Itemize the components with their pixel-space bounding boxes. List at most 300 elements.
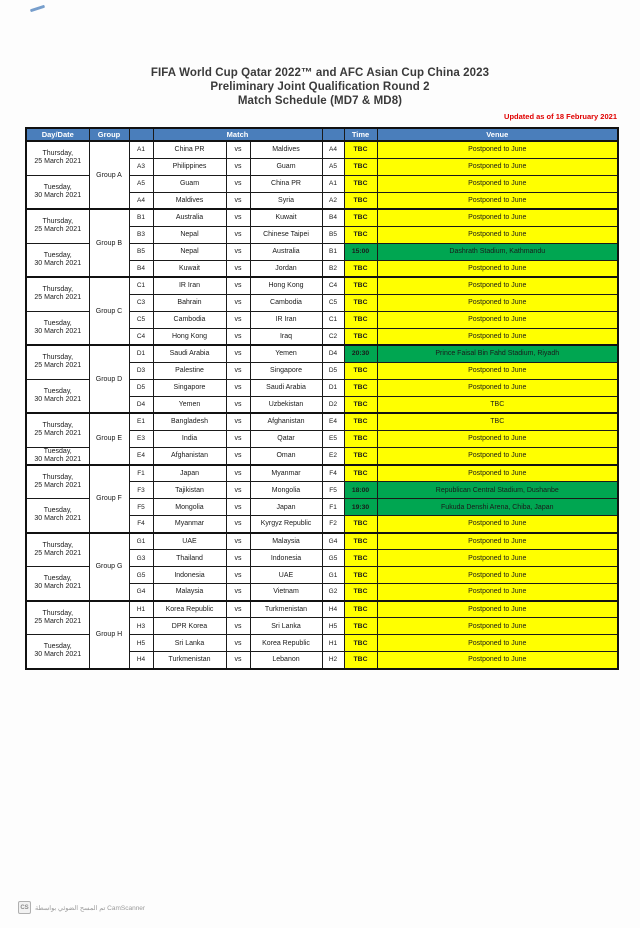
venue-cell: Postponed to June [377, 362, 618, 379]
vs-label: vs [226, 430, 250, 447]
match-code-away: D4 [322, 345, 344, 362]
away-team: Vietnam [250, 584, 322, 601]
date-day: Tuesday, [43, 319, 72, 327]
match-code-away: E5 [322, 430, 344, 447]
away-team: Mongolia [250, 482, 322, 499]
date-value: 25 March 2021 [34, 481, 82, 489]
match-code-home: E1 [129, 413, 153, 430]
date-cell [26, 311, 89, 345]
match-code-away: G2 [322, 584, 344, 601]
away-team: Sri Lanka [250, 618, 322, 635]
match-code-home: B5 [129, 243, 153, 260]
match-code-away: B4 [322, 209, 344, 226]
title-line-2: Preliminary Joint Qualification Round 2 [210, 81, 430, 93]
date-day: Tuesday, [43, 447, 72, 455]
date-cell [26, 277, 89, 311]
home-team: Tajikistan [153, 482, 226, 499]
venue-cell: Postponed to June [377, 260, 618, 277]
home-team: UAE [153, 533, 226, 550]
vs-label: vs [226, 345, 250, 362]
home-team: Kuwait [153, 260, 226, 277]
match-code-home: G1 [129, 533, 153, 550]
match-code-home: A5 [129, 175, 153, 192]
date-cell [26, 141, 89, 175]
match-code-home: B4 [129, 260, 153, 277]
match-code-away: F4 [322, 465, 344, 482]
venue-cell: Postponed to June [377, 618, 618, 635]
group-cell: Group H [89, 601, 129, 669]
header-day-date: Day/Date [26, 128, 89, 141]
venue-cell: Postponed to June [377, 328, 618, 345]
vs-label: vs [226, 260, 250, 277]
date-value: 30 March 2021 [34, 515, 82, 523]
date-value: 25 March 2021 [34, 617, 82, 625]
time-cell: 20:30 [344, 345, 377, 362]
venue-cell: Postponed to June [377, 550, 618, 567]
home-team: India [153, 430, 226, 447]
home-team: Bangladesh [153, 413, 226, 430]
match-code-home: F3 [129, 482, 153, 499]
time-cell: TBC [344, 396, 377, 413]
date-value: 30 March 2021 [34, 583, 82, 591]
home-team: Bahrain [153, 294, 226, 311]
match-code-away: C1 [322, 311, 344, 328]
home-team: IR Iran [153, 277, 226, 294]
date-cell [26, 345, 89, 379]
time-cell: TBC [344, 584, 377, 601]
time-cell: TBC [344, 260, 377, 277]
away-team: Oman [250, 447, 322, 465]
venue-cell: Postponed to June [377, 516, 618, 533]
match-row [26, 277, 618, 294]
date-cell [26, 447, 89, 465]
vs-label: vs [226, 482, 250, 499]
match-code-home: F5 [129, 499, 153, 516]
venue-cell: Postponed to June [377, 294, 618, 311]
venue-cell: Postponed to June [377, 601, 618, 618]
schedule-table [25, 127, 619, 670]
scan-artifact [30, 5, 45, 12]
match-code-home: B3 [129, 226, 153, 243]
match-row [26, 345, 618, 362]
vs-label: vs [226, 175, 250, 192]
home-team: Singapore [153, 379, 226, 396]
date-value: 25 March 2021 [34, 362, 82, 370]
time-cell: TBC [344, 447, 377, 465]
updated-note: Updated as of 18 February 2021 [504, 112, 617, 121]
header-time: Time [344, 128, 377, 141]
home-team: Saudi Arabia [153, 345, 226, 362]
vs-label: vs [226, 362, 250, 379]
match-code-away: E4 [322, 413, 344, 430]
document-title [0, 66, 640, 108]
vs-label: vs [226, 226, 250, 243]
date-day: Thursday, [42, 354, 74, 362]
date-value: 30 March 2021 [34, 395, 82, 403]
match-row [26, 209, 618, 226]
time-cell: TBC [344, 141, 377, 158]
match-code-home: H3 [129, 618, 153, 635]
away-team: Korea Republic [250, 635, 322, 652]
vs-label: vs [226, 379, 250, 396]
time-cell: TBC [344, 618, 377, 635]
time-cell: TBC [344, 635, 377, 652]
time-cell: TBC [344, 209, 377, 226]
home-team: Maldives [153, 192, 226, 209]
time-cell: TBC [344, 192, 377, 209]
title-line-1: FIFA World Cup Qatar 2022™ and AFC Asian Cup China 2023 [150, 67, 490, 79]
vs-label: vs [226, 243, 250, 260]
away-team: Guam [250, 158, 322, 175]
time-cell: TBC [344, 226, 377, 243]
venue-cell: Postponed to June [377, 567, 618, 584]
away-team: Kuwait [250, 209, 322, 226]
header-group: Group [89, 128, 129, 141]
vs-label: vs [226, 209, 250, 226]
match-code-away: A2 [322, 192, 344, 209]
vs-label: vs [226, 516, 250, 533]
match-code-home: C1 [129, 277, 153, 294]
away-team: Australia [250, 243, 322, 260]
vs-label: vs [226, 618, 250, 635]
away-team: IR Iran [250, 311, 322, 328]
date-day: Thursday, [42, 218, 74, 226]
away-team: UAE [250, 567, 322, 584]
away-team: Cambodia [250, 294, 322, 311]
home-team: China PR [153, 141, 226, 158]
match-code-away: G5 [322, 550, 344, 567]
away-team: Chinese Taipei [250, 226, 322, 243]
away-team: Lebanon [250, 652, 322, 669]
match-row [26, 601, 618, 618]
date-day: Thursday, [42, 422, 74, 430]
match-code-home: G3 [129, 550, 153, 567]
date-day: Thursday, [42, 541, 74, 549]
match-code-home: H4 [129, 652, 153, 669]
time-cell: TBC [344, 652, 377, 669]
match-code-home: B1 [129, 209, 153, 226]
time-cell: TBC [344, 311, 377, 328]
away-team: Indonesia [250, 550, 322, 567]
match-code-home: C3 [129, 294, 153, 311]
group-cell: Group F [89, 465, 129, 533]
camscanner-text: تم المسح الضوئي بواسطة CamScanner [35, 904, 146, 912]
match-code-away: A4 [322, 141, 344, 158]
time-cell: 19:30 [344, 499, 377, 516]
date-day: Tuesday, [43, 643, 72, 651]
vs-label: vs [226, 652, 250, 669]
match-code-away: H2 [322, 652, 344, 669]
venue-cell: Postponed to June [377, 379, 618, 396]
time-cell: TBC [344, 277, 377, 294]
vs-label: vs [226, 533, 250, 550]
away-team: Qatar [250, 430, 322, 447]
venue-cell: Postponed to June [377, 277, 618, 294]
group-cell: Group D [89, 345, 129, 413]
venue-cell: Postponed to June [377, 635, 618, 652]
vs-label: vs [226, 277, 250, 294]
venue-cell: TBC [377, 413, 618, 430]
match-code-away: H5 [322, 618, 344, 635]
date-value: 30 March 2021 [34, 455, 82, 463]
time-cell: TBC [344, 294, 377, 311]
date-cell [26, 635, 89, 669]
match-code-home: E3 [129, 430, 153, 447]
match-row [26, 465, 618, 482]
date-value: 25 March 2021 [34, 158, 82, 166]
date-cell [26, 533, 89, 567]
group-cell: Group C [89, 277, 129, 345]
venue-cell: Postponed to June [377, 447, 618, 465]
match-code-away: D2 [322, 396, 344, 413]
home-team: Palestine [153, 362, 226, 379]
away-team: Syria [250, 192, 322, 209]
date-cell [26, 175, 89, 209]
venue-cell: Postponed to June [377, 209, 618, 226]
vs-label: vs [226, 601, 250, 618]
date-day: Tuesday, [43, 251, 72, 259]
vs-label: vs [226, 294, 250, 311]
venue-cell: Fukuda Denshi Arena, Chiba, Japan [377, 499, 618, 516]
venue-cell: Prince Faisal Bin Fahd Stadium, Riyadh [377, 345, 618, 362]
match-code-home: D1 [129, 345, 153, 362]
group-cell: Group B [89, 209, 129, 277]
time-cell: TBC [344, 567, 377, 584]
match-code-home: A1 [129, 141, 153, 158]
date-value: 25 March 2021 [34, 226, 82, 234]
venue-cell: Postponed to June [377, 158, 618, 175]
date-day: Tuesday, [43, 387, 72, 395]
date-value: 30 March 2021 [34, 191, 82, 199]
home-team: Malaysia [153, 584, 226, 601]
venue-cell: Dashrath Stadium, Kathmandu [377, 243, 618, 260]
date-cell [26, 567, 89, 601]
time-cell: 18:00 [344, 482, 377, 499]
vs-label: vs [226, 584, 250, 601]
away-team: Hong Kong [250, 277, 322, 294]
match-code-away: D1 [322, 379, 344, 396]
home-team: Turkmenistan [153, 652, 226, 669]
away-team: Myanmar [250, 465, 322, 482]
home-team: Indonesia [153, 567, 226, 584]
venue-cell: Postponed to June [377, 584, 618, 601]
group-cell: Group A [89, 141, 129, 209]
vs-label: vs [226, 311, 250, 328]
home-team: Japan [153, 465, 226, 482]
match-code-away: E2 [322, 447, 344, 465]
home-team: Australia [153, 209, 226, 226]
venue-cell: Postponed to June [377, 652, 618, 669]
venue-cell: Postponed to June [377, 141, 618, 158]
date-cell [26, 465, 89, 499]
vs-label: vs [226, 465, 250, 482]
date-day: Tuesday, [43, 507, 72, 515]
time-cell: TBC [344, 465, 377, 482]
date-value: 25 March 2021 [34, 430, 82, 438]
match-code-home: H5 [129, 635, 153, 652]
schedule-table-wrap [25, 127, 619, 670]
title-line-3: Match Schedule (MD7 & MD8) [237, 95, 403, 107]
header-code-right [322, 128, 344, 141]
match-code-away: G4 [322, 533, 344, 550]
vs-label: vs [226, 192, 250, 209]
time-cell: TBC [344, 430, 377, 447]
vs-label: vs [226, 141, 250, 158]
home-team: Myanmar [153, 516, 226, 533]
time-cell: TBC [344, 328, 377, 345]
group-cell: Group E [89, 413, 129, 465]
group-cell: Group G [89, 533, 129, 601]
date-day: Thursday, [42, 473, 74, 481]
vs-label: vs [226, 447, 250, 465]
time-cell: TBC [344, 362, 377, 379]
home-team: Sri Lanka [153, 635, 226, 652]
match-code-home: D4 [129, 396, 153, 413]
venue-cell: Postponed to June [377, 533, 618, 550]
match-code-away: F1 [322, 499, 344, 516]
vs-label: vs [226, 413, 250, 430]
time-cell: TBC [344, 516, 377, 533]
match-code-away: H4 [322, 601, 344, 618]
home-team: Korea Republic [153, 601, 226, 618]
match-code-home: A3 [129, 158, 153, 175]
home-team: Cambodia [153, 311, 226, 328]
date-day: Thursday, [42, 150, 74, 158]
date-value: 25 March 2021 [34, 294, 82, 302]
venue-cell: Postponed to June [377, 175, 618, 192]
away-team: Afghanistan [250, 413, 322, 430]
vs-label: vs [226, 158, 250, 175]
away-team: Kyrgyz Republic [250, 516, 322, 533]
venue-cell: Postponed to June [377, 226, 618, 243]
venue-cell: Republican Central Stadium, Dushanbe [377, 482, 618, 499]
match-code-home: G4 [129, 584, 153, 601]
match-code-away: D5 [322, 362, 344, 379]
venue-cell: Postponed to June [377, 430, 618, 447]
venue-cell: Postponed to June [377, 311, 618, 328]
match-code-away: C5 [322, 294, 344, 311]
header-row [26, 128, 618, 141]
date-day: Tuesday, [43, 183, 72, 191]
match-code-away: A1 [322, 175, 344, 192]
date-cell [26, 379, 89, 413]
venue-cell: Postponed to June [377, 192, 618, 209]
match-code-home: E4 [129, 447, 153, 465]
match-code-home: F4 [129, 516, 153, 533]
home-team: Nepal [153, 243, 226, 260]
home-team: Philippines [153, 158, 226, 175]
match-code-home: D3 [129, 362, 153, 379]
vs-label: vs [226, 567, 250, 584]
date-day: Thursday, [42, 609, 74, 617]
match-code-away: B5 [322, 226, 344, 243]
date-cell [26, 413, 89, 447]
home-team: Hong Kong [153, 328, 226, 345]
match-code-away: C4 [322, 277, 344, 294]
date-cell [26, 209, 89, 243]
home-team: Guam [153, 175, 226, 192]
away-team: Malaysia [250, 533, 322, 550]
time-cell: TBC [344, 413, 377, 430]
date-value: 30 March 2021 [34, 327, 82, 335]
time-cell: 15:00 [344, 243, 377, 260]
home-team: Afghanistan [153, 447, 226, 465]
date-day: Tuesday, [43, 575, 72, 583]
home-team: Thailand [153, 550, 226, 567]
match-code-away: B2 [322, 260, 344, 277]
away-team: Saudi Arabia [250, 379, 322, 396]
away-team: Singapore [250, 362, 322, 379]
vs-label: vs [226, 328, 250, 345]
time-cell: TBC [344, 601, 377, 618]
vs-label: vs [226, 499, 250, 516]
match-code-away: G1 [322, 567, 344, 584]
match-row [26, 533, 618, 550]
vs-label: vs [226, 635, 250, 652]
vs-label: vs [226, 550, 250, 567]
date-cell [26, 499, 89, 533]
time-cell: TBC [344, 158, 377, 175]
camscanner-watermark [18, 901, 145, 914]
time-cell: TBC [344, 533, 377, 550]
match-code-home: C4 [129, 328, 153, 345]
away-team: Jordan [250, 260, 322, 277]
home-team: Nepal [153, 226, 226, 243]
time-cell: TBC [344, 550, 377, 567]
camscanner-logo-icon: CS [18, 901, 31, 914]
date-cell [26, 243, 89, 277]
header-match: Match [153, 128, 322, 141]
venue-cell: Postponed to June [377, 465, 618, 482]
date-value: 30 March 2021 [34, 651, 82, 659]
match-code-away: F5 [322, 482, 344, 499]
match-code-away: C2 [322, 328, 344, 345]
date-value: 25 March 2021 [34, 549, 82, 557]
home-team: Mongolia [153, 499, 226, 516]
match-code-away: H1 [322, 635, 344, 652]
away-team: Japan [250, 499, 322, 516]
match-code-home: D5 [129, 379, 153, 396]
away-team: Yemen [250, 345, 322, 362]
date-value: 30 March 2021 [34, 259, 82, 267]
away-team: Turkmenistan [250, 601, 322, 618]
match-code-home: F1 [129, 465, 153, 482]
match-code-away: B1 [322, 243, 344, 260]
match-code-away: F2 [322, 516, 344, 533]
match-code-home: G5 [129, 567, 153, 584]
time-cell: TBC [344, 175, 377, 192]
home-team: Yemen [153, 396, 226, 413]
time-cell: TBC [344, 379, 377, 396]
home-team: DPR Korea [153, 618, 226, 635]
venue-cell: TBC [377, 396, 618, 413]
match-code-home: A4 [129, 192, 153, 209]
vs-label: vs [226, 396, 250, 413]
header-venue: Venue [377, 128, 618, 141]
match-code-away: A5 [322, 158, 344, 175]
match-row [26, 413, 618, 430]
match-row [26, 141, 618, 158]
away-team: China PR [250, 175, 322, 192]
match-code-home: C5 [129, 311, 153, 328]
header-code-left [129, 128, 153, 141]
date-day: Thursday, [42, 286, 74, 294]
date-cell [26, 601, 89, 635]
away-team: Maldives [250, 141, 322, 158]
match-code-home: H1 [129, 601, 153, 618]
away-team: Iraq [250, 328, 322, 345]
away-team: Uzbekistan [250, 396, 322, 413]
